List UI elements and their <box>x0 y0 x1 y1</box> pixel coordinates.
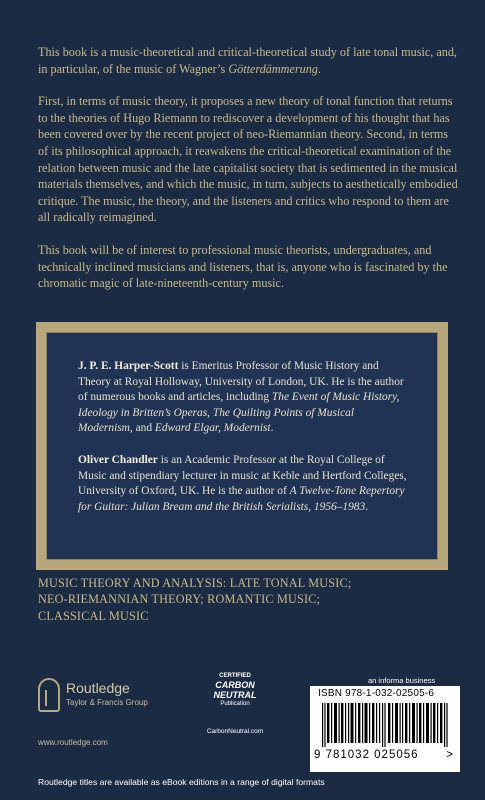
isbn-text: ISBN 978-1-032-02505-6 <box>318 688 435 699</box>
author-bio-harper-scott: J. P. E. Harper-Scott is Emeritus Professor of Music History and Theory at Royal Holloway, University of London, UK. He is the author of numerous books and articles, including The Event of Music History, Ideology in Britten’s Operas, The Quilting Points of Musical Modernism, and Edward Elgar, Modernist. <box>78 360 404 435</box>
carbon-neutral-badge <box>206 672 264 724</box>
author-bio-panel <box>46 332 438 560</box>
carbon-badge-sub: Publication <box>220 701 250 707</box>
blurb-paragraph-1: This book is a music-theoretical and critical-theoretical study of late tonal music, and, in particular, of the music of Wagner’s Götterdämmerung. <box>38 45 457 76</box>
routledge-r-icon <box>38 678 60 712</box>
subject-line: MUSIC THEORY AND ANALYSIS: LATE TONAL MUSIC; <box>38 576 352 590</box>
isbn-barcode <box>310 686 460 772</box>
blurb-paragraph-2: First, in terms of music theory, it proposes a new theory of tonal function that returns to the theories of Hugo Riemann to rediscover a development of his thought that has been covered over by the recent project of neo-Riemannian theory. Second, in terms of its philosophical approach, it reawakens the critical-theoretical examination of the relation between music and the late capitalist society that is sedimented in the musical materials themselves, and which the music, in turn, subjects to aesthetically embodied critique. The music, the theory, and the listeners and critics who respond to them are all radically reimagined. <box>38 94 458 225</box>
barcode-number: 9 781032 025056 <box>314 749 419 761</box>
subject-line: NEO-RIEMANNIAN THEORY; ROMANTIC MUSIC; <box>38 592 321 607</box>
blurb <box>38 44 458 308</box>
subject-line: CLASSICAL MUSIC <box>38 608 149 623</box>
carbon-badge-top: CERTIFIED <box>219 673 251 679</box>
barcode-arrow: > <box>446 749 454 761</box>
routledge-logo <box>38 678 178 728</box>
author-bio-frame <box>36 322 448 570</box>
barcode-bars <box>322 703 450 747</box>
barcode-digits <box>314 749 456 761</box>
carbon-url: CarbonNeutral.com <box>206 728 264 735</box>
publisher-name: Routledge <box>66 680 130 696</box>
publisher-group: Taylor & Francis Group <box>66 698 148 707</box>
carbon-badge-main: CARBON NEUTRAL <box>213 680 257 700</box>
publisher-website: www.routledge.com <box>38 738 108 747</box>
ebook-notice: Routledge titles are available as eBook editions in a range of digital formats <box>38 777 325 787</box>
subject-categories <box>38 575 458 624</box>
informa-tagline: an informa business <box>368 676 436 685</box>
blurb-paragraph-3: This book will be of interest to professional music theorists, undergraduates, and technically inclined musicians and listeners, that is, anyone who is fascinated by the chromatic magic of late-nineteenth-century music. <box>38 242 448 291</box>
author-bio-chandler: Oliver Chandler is an Academic Professor at the Royal College of Music and stipendiary lecturer in music at Keble and Hertford Colleges, University of Oxford, UK. He is the author of A Twelve-Tone Repertory for Guitar: Julian Bream and the British Serialists, 1956–1983. <box>78 454 407 513</box>
